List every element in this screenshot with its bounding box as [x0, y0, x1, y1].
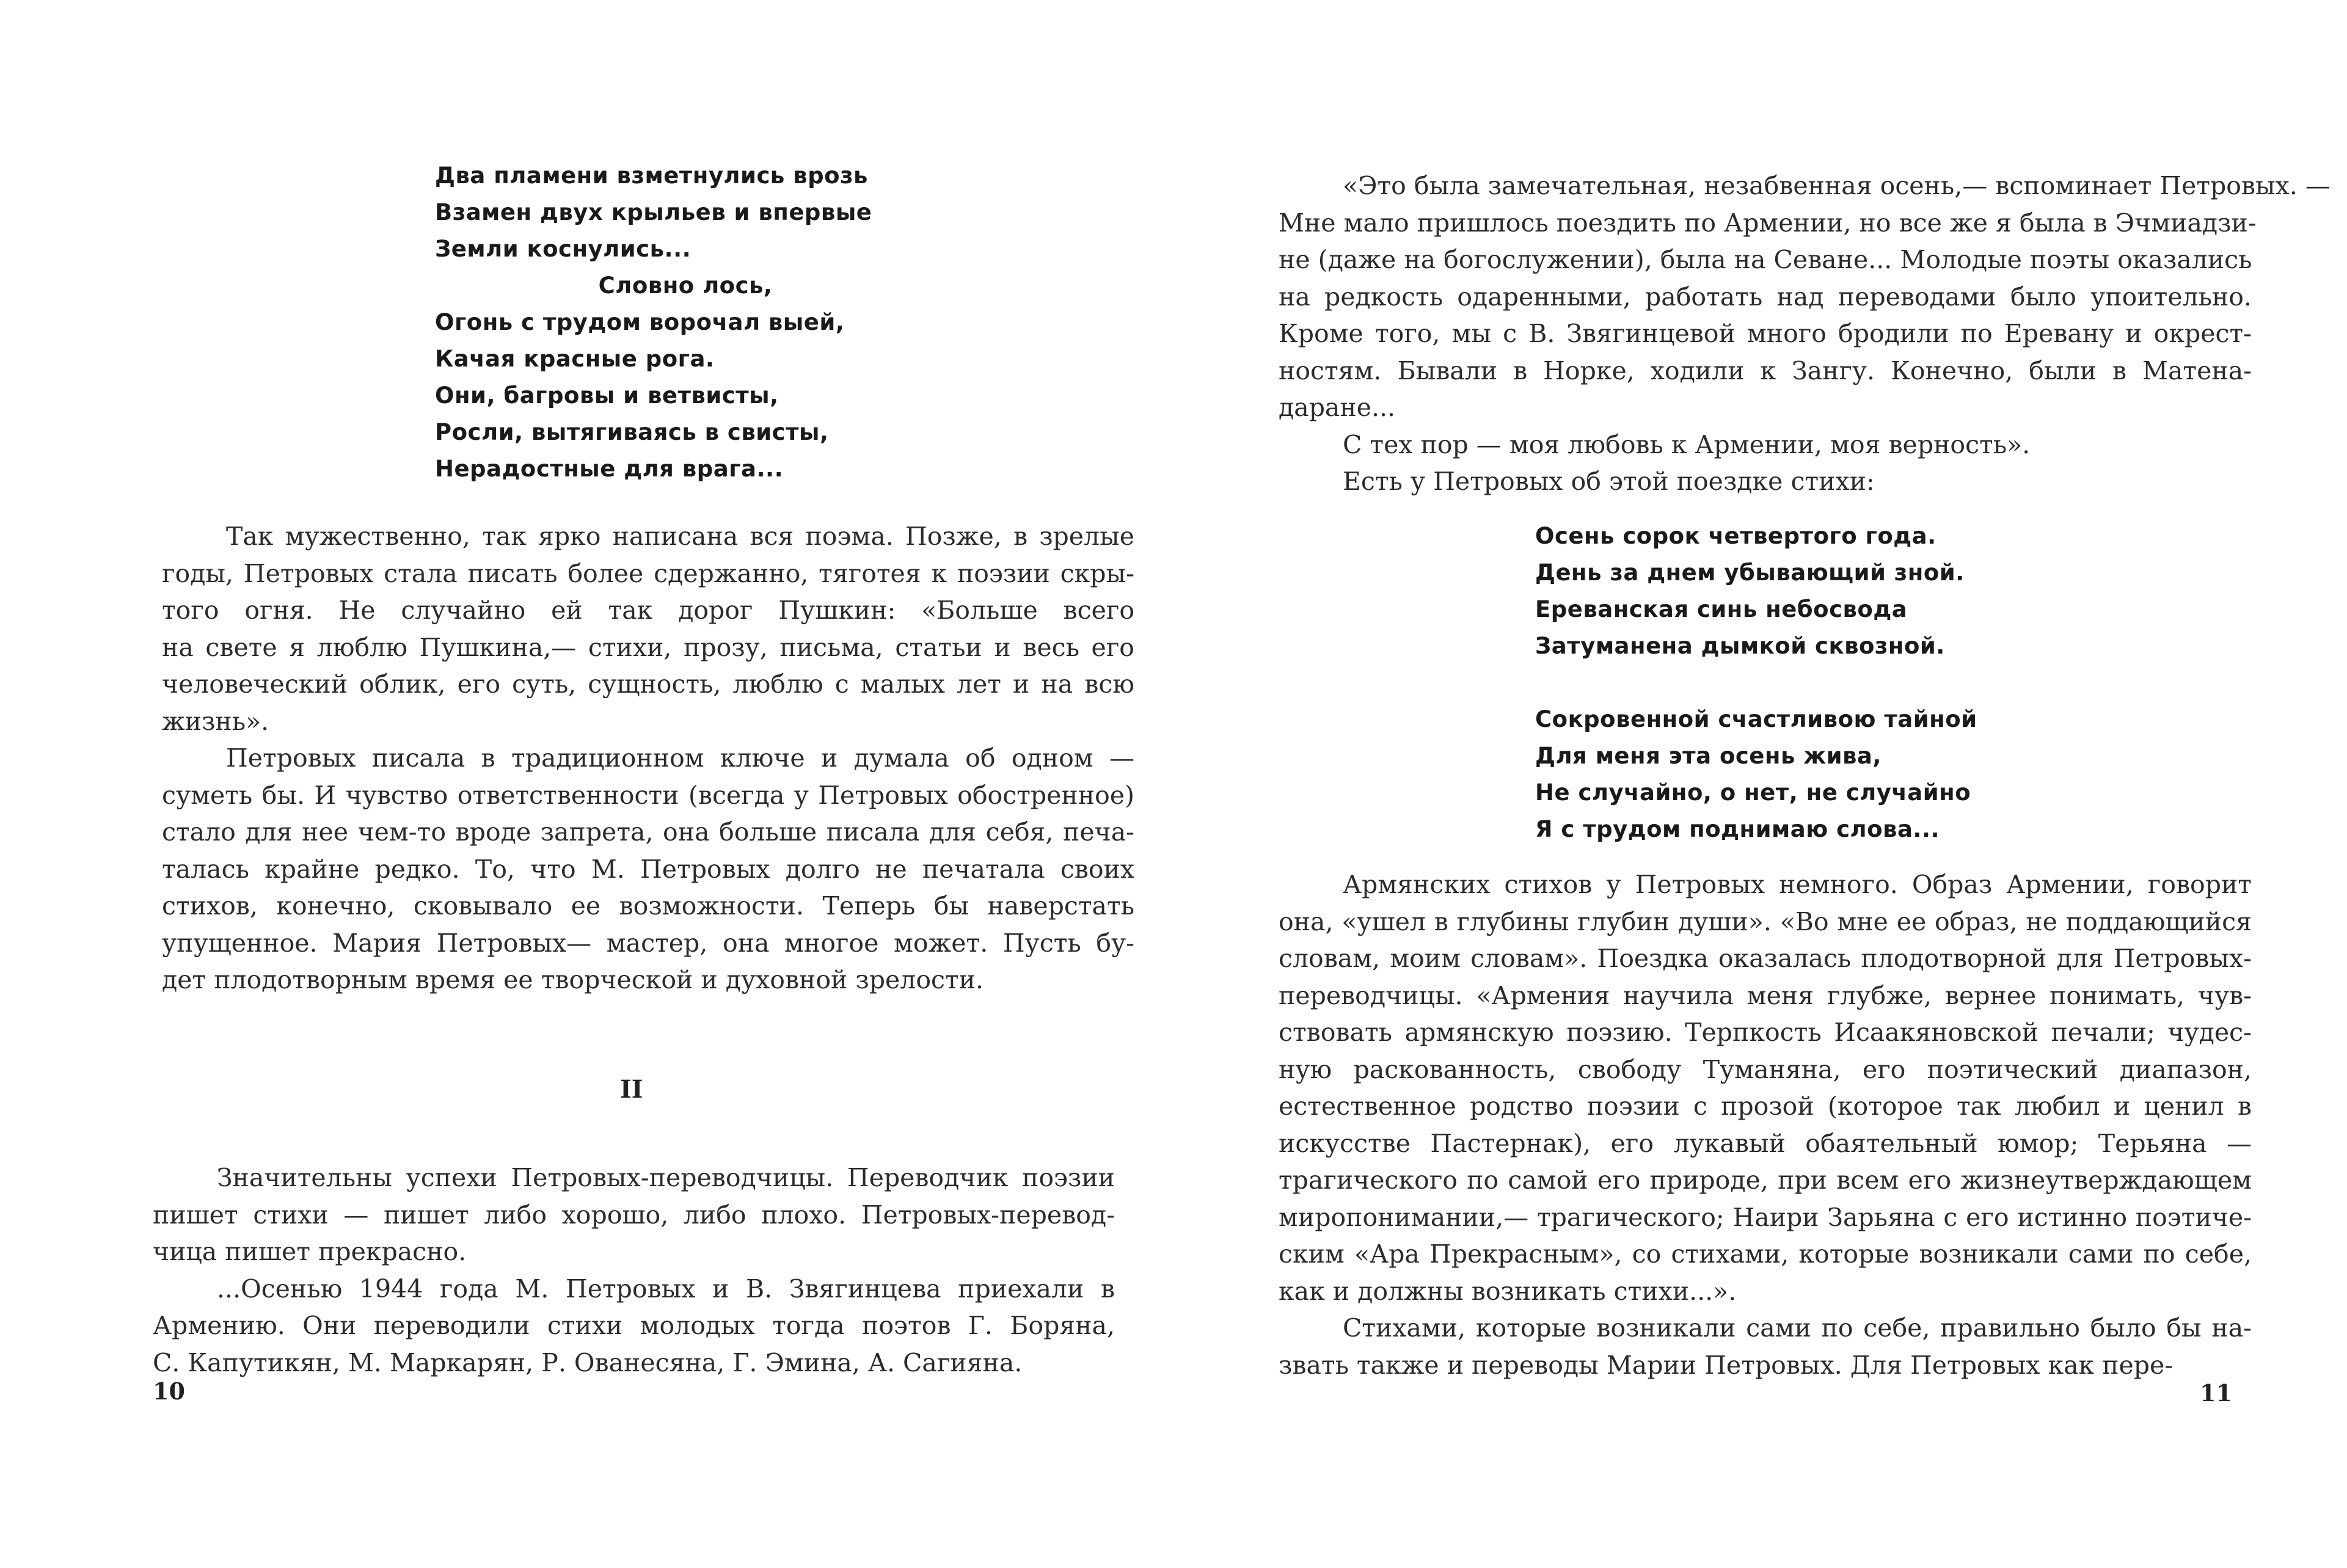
page-number-right: 11 [2200, 1379, 2232, 1407]
text-line: ную раскованность, свободу Туманяна, его поэтический диапазон, [1279, 1054, 2252, 1084]
poem-line: День за днем убывающий зной. [1535, 560, 1965, 586]
poem-line: Затуманена дымкой сквозной. [1535, 633, 1945, 659]
poem-line: Росли, вытягиваясь в свисты, [435, 419, 829, 445]
text-line: стихов, конечно, сковывало ее возможности. Теперь бы наверстать [162, 891, 1134, 921]
section-heading: II [620, 1075, 643, 1104]
poem-stanza [1535, 701, 1977, 848]
text-line: Армянских стихов у Петровых немного. Образ Армении, говорит [1343, 870, 2252, 899]
poem-line: Взамен двух крыльев и впервые [435, 199, 872, 225]
poem-line: Для меня эта осень жива, [1535, 743, 1882, 769]
poem-line: Осень сорок четвертого года. [1535, 523, 1936, 549]
poem-line: Ереванская синь небосвода [1535, 596, 1908, 622]
paragraph [1279, 463, 2252, 500]
poem-line: Земли коснулись... [435, 236, 692, 262]
text-line: жизнь». [162, 706, 269, 736]
poem-line: Словно лось, [435, 272, 773, 299]
text-line: ствовать армянскую поэзию. Терпкость Исаакяновской печали; чудес- [1279, 1018, 2252, 1047]
text-line: суметь бы. И чувство ответственности (всегда у Петровых обостренное) [162, 780, 1134, 810]
text-line: как и должны возникать стихи...». [1279, 1276, 1737, 1306]
text-line: Так мужественно, так ярко написана вся поэма. Позже, в зрелые [226, 522, 1134, 551]
text-line: Стихами, которые возникали сами по себе, правильно было бы на- [1343, 1313, 2252, 1343]
paragraph [1279, 1310, 2252, 1384]
text-line: упущенное. Мария Петровых— мастер, она многое может. Пусть бу- [162, 928, 1134, 958]
text-line: того огня. Не случайно ей так дорог Пушкин: «Больше всего [162, 596, 1134, 625]
text-line: переводчицы. «Армения научила меня глубже, вернее понимать, чув- [1279, 980, 2252, 1010]
text-line: словам, моим словам». Поездка оказалась плодотворной для Петровых- [1279, 944, 2252, 973]
text-line: на редкость одаренными, работать над переводами было упоительно. [1279, 282, 2252, 312]
text-line: Есть у Петровых об этой поездке стихи: [1343, 467, 1875, 496]
poem-line: Я с трудом поднимаю слова... [1535, 816, 1940, 842]
poem-line: Они, багровы и ветвисты, [435, 382, 779, 409]
right-prose-bottom [1279, 866, 2252, 1384]
right-page [1174, 0, 2347, 1568]
text-line: даране... [1279, 393, 1396, 422]
text-line: ским «Ара Прекрасным», со стихами, которые возникали сами по себе, [1279, 1239, 2252, 1269]
left-prose-top [162, 518, 1134, 999]
right-poem [1535, 518, 1977, 848]
text-line: ...Осенью 1944 года М. Петровых и В. Звягинцева приехали в [217, 1274, 1115, 1304]
paragraph [153, 1271, 1115, 1382]
text-line: чица пишет прекрасно. [153, 1237, 467, 1266]
text-line: не (даже на богослужении), была на Севане... Молодые поэты оказались [1279, 245, 2252, 274]
left-poem [435, 158, 872, 487]
paragraph [162, 518, 1134, 740]
paragraph [1279, 167, 2331, 426]
poem-stanza [1535, 518, 1977, 665]
text-line: на свете я люблю Пушкина,— стихи, прозу, письма, статьи и весь его [162, 632, 1134, 662]
text-line: Кроме того, мы с В. Звягинцевой много бродили по Еревану и окрест- [1279, 319, 2252, 348]
text-line: годы, Петровых стала писать более сдержанно, тяготея к поэзии скры- [162, 558, 1134, 588]
text-line: искусстве Пастернак), его лукавый обаятельный юмор; Терьяна — [1279, 1128, 2252, 1158]
text-line: миропонимании,— трагического; Наири Зарьяна с его истинно поэтиче- [1279, 1202, 2252, 1232]
text-line: Значительны успехи Петровых-переводчицы. Переводчик поэзии [217, 1163, 1115, 1192]
poem-line: Сокровенной счастливою тайной [1535, 706, 1977, 732]
text-line: стало для нее чем-то вроде запрета, она больше писала для себя, печа- [162, 817, 1134, 847]
poem-line: Огонь с трудом ворочал выей, [435, 309, 845, 335]
text-line: звать также и переводы Марии Петровых. Для Петровых как пере- [1279, 1350, 2174, 1380]
text-line: талась крайне редко. То, что М. Петровых долго не печатала своих [162, 854, 1134, 884]
page-number-left: 10 [153, 1377, 185, 1405]
text-line: естественное родство поэзии с прозой (которое так любил и ценил в [1279, 1092, 2252, 1121]
text-line: она, «ушел в глубины глубин души». «Во мне ее образ, не поддающийся [1279, 906, 2252, 936]
right-prose-top [1279, 167, 2331, 500]
text-line: Мне мало пришлось поездить по Армении, но все же я была в Эчмиадзи- [1279, 208, 2257, 238]
poem-line: Нерадостные для врага... [435, 456, 784, 482]
text-line: «Это была замечательная, незабвенная осень,— вспоминает Петровых. — [1343, 171, 2331, 200]
paragraph [1279, 866, 2252, 1310]
text-line: С тех пор — моя любовь к Армении, моя верность». [1343, 429, 2031, 459]
text-line: С. Капутикян, М. Маркарян, Р. Ованесяна, Г. Эмина, А. Сагияна. [153, 1347, 1023, 1377]
paragraph [153, 1159, 1115, 1271]
poem-line: Два пламени взметнулись врозь [435, 162, 868, 189]
paragraph [1279, 426, 2252, 464]
text-line: Петровых писала в традиционном ключе и думала об одном — [226, 743, 1134, 773]
left-prose-bottom [153, 1159, 1115, 1381]
text-line: ностям. Бывали в Норке, ходили к Зангу. Конечно, были в Матена- [1279, 356, 2252, 385]
text-line: трагического по самой его природе, при всем его жизнеутверждающем [1279, 1165, 2252, 1195]
text-line: пишет стихи — пишет либо хорошо, либо плохо. Петровых-перевод- [153, 1200, 1115, 1230]
text-line: дет плодотворным время ее творческой и духовной зрелости. [162, 965, 984, 994]
paragraph [162, 740, 1134, 999]
poem-line: Качая красные рога. [435, 346, 715, 372]
text-line: Армению. Они переводили стихи молодых тогда поэтов Г. Боряна, [153, 1311, 1115, 1340]
poem-line: Не случайно, о нет, не случайно [1535, 779, 1971, 806]
text-line: человеческий облик, его суть, сущность, люблю с малых лет и на всю [162, 669, 1134, 699]
